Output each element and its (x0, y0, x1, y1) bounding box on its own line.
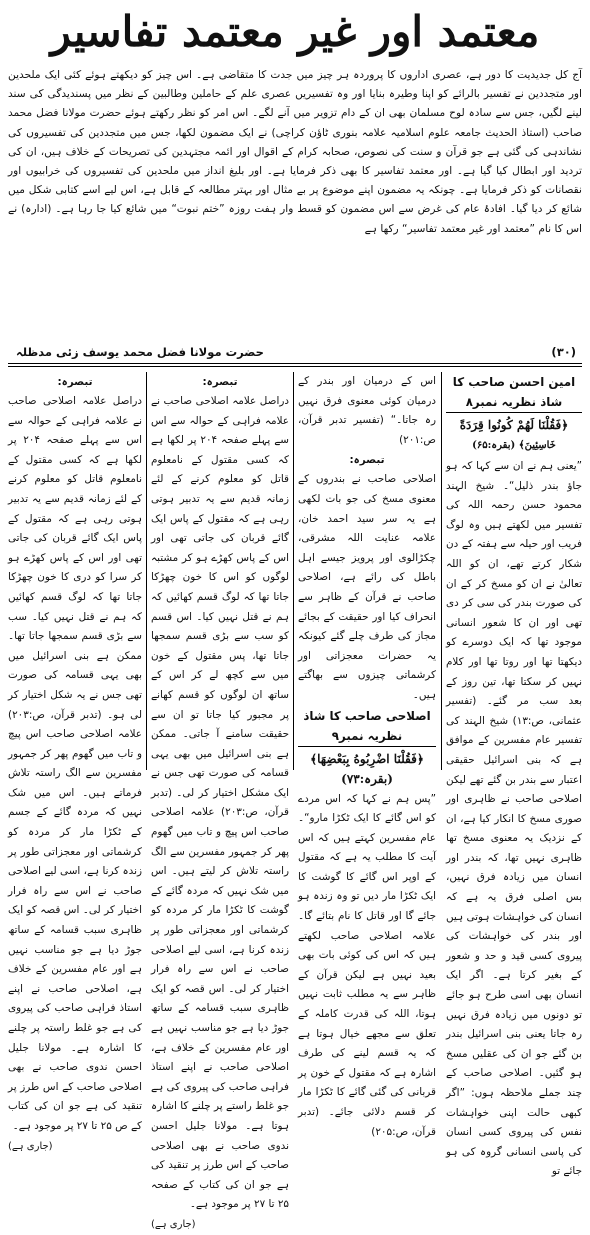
continued-label: (جاری ہے) (8, 1140, 53, 1152)
divider (8, 366, 582, 367)
quran-verse: ﴿فَقُلْنَا لَهُمْ كُونُوا قِرَدَةً (459, 418, 569, 432)
body-text: اصلاحی صاحب نے بندروں کے معنوی مسخ کی جو بات لکھی ہے یہ سر سید احمد خان، علامہ عنایت اللہ مشرقی، چکڑالوی اور پرویز جیسے اہل باطل کی رائے ہے، اصلاحی صاحب نے قرآن کے ظاہر سے انحراف کیا اور حقیقت کے بجائے مجاز کی طرف چلے گئے کیونکہ یہ حضرات معجزاتی اور کرشماتی چیزوں سے بھاگتے ہیں۔ (298, 473, 436, 701)
divider (8, 363, 582, 364)
section-heading: امین احسن صاحب کا شاذ نظریہ نمبر۸ (446, 372, 582, 413)
verse-reference: خَاسِئِينَ﴾ (بقرہ:۶۵) (472, 440, 556, 451)
body-text: ”یعنی ہم نے ان سے کہا کہ ہو جاؤ بندر ذلیل“۔ شیخ الہند محمود حسن رحمہ اللہ کی تفسیر میں لکھتے ہیں وہ لوگ فریب اور حیلہ سے ہفتہ کے دن شکار کرتے تھے، ان کو اللہ تعالیٰ نے ان کو مسخ کر کے ان کی صورت بندر کی سی کر دی تھی اور ان کا شعور انسانی موجود تھا کہ ایک دوسرے کو دیکھتا تھا اور روتا تھا اور کلام نہیں کر سکتا تھا، تین روز کے بعد سب مر گئے۔ (تفسیر عثمانی، ص:۱۳) شیخ الہند کی تفسیر عام مفسرین کے موافق ہے کہ بنی اسرائیل حقیقی اعتبار سے بندر بن گئے تھے لیکن اصلاحی صاحب نے ظاہری اور صوری مسخ کا انکار کیا ہے، ان کے نزدیک یہ معنوی مسخ تھا ظاہری نہیں تھا، کہ بندر اور انسان میں زیادہ فرق نہیں، بس اصلی فرق یہ ہے کہ انسان کی خواہشات ہوتی ہیں اور بندر کی خواہشات کی پیروی کسی قید و حد و شعور کے بغیر کرتا ہے۔ اگر ایک انسان بھی اسی طرح ہو جائے تو دونوں میں زیادہ فرق نہیں رہ جاتا یعنی بنی اسرائیل بندر بن گئے جو ان کی عقلیں مسخ ہو گئیں۔ اصلاحی صاحب کے چند جملے ملاحظہ ہوں: ”اگر کبھی حالت اپنی خواہشات نفس کی پیروی کسی انسان کی پاسی انسانی گروہ کی ہو جائے تو (446, 460, 582, 1178)
page-title: معتمد اور غیر معتمد تفاسیر (50, 7, 540, 56)
installment-number: (۳۰) (551, 345, 576, 359)
continued-label: (جاری ہے) (151, 1218, 196, 1230)
column-divider (293, 372, 294, 770)
body-text: دراصل علامہ اصلاحی صاحب نے علامہ فراہی کے حوالہ سے اس سے پہلے صفحہ ۲۰۴ پر لکھا ہے کہ کسی مقتول کے نامعلوم قاتل کو معلوم کرنے کے لئے زمانہ قدیم سے یہ تدبیر ہوتی رہی ہے کہ مقتول کے پاس ایک گائے قربان کی جاتی تھی اور اس کے پاس کھڑے ہو کر مشتبہ لوگوں کو اس کا خون چھڑکا جاتا تھا کہ لوگ قسم کھائیں کہ ہم نے قتل نہیں کیا۔ اس قسم کو سب سے بڑی قسم سمجھا جاتا تھا، پس مقتول کے خون میں سے کچھ لے کر اس کے ساتھ ان لوگوں کو قسم کھانے پر مجبور کیا جاتا تو ان سے حقیقت سامنے آ جاتی۔ ممکن ہے بنی اسرائیل میں بھی یہی قسامہ کی صورت تھی جس نے ایک مشکل اختیار کر لی۔ (تدبر قرآن، ص:۲۰۳) علامہ اصلاحی صاحب اس پیچ و تاب میں گھوم پھر کر جمہور مفسرین سے الگ راستہ تلاش کر لیتے ہیں۔ اس میں شک نہیں کہ مردہ گائے کے گوشت کا ٹکڑا مار کر مردہ کو کرشماتی اور معجزاتی طور پر زندہ کرنا ہے، اسی لیے اصلاحی صاحب نے اس سے راہ فرار اختیار کر لی۔ اس قصہ کو ایک ظاہری سبب قسامہ کے ساتھ جوڑ دیا ہے جو مناسب نہیں ہے اور عام مفسرین کے خلاف ہے، اصلاحی صاحب نے اپنے استاذ فراہی صاحب کی پیروی کی ہے جو غلط راستے پر چلنے کا اشارہ ہوتا ہے۔ مولانا جلیل احسن ندوی صاحب نے بھی اصلاحی صاحب کے اس طرز پر تنقید کی ہے جو ان کی کتاب کے صفحہ ۲۵ تا ۲۷ پر موجود ہے۔ (151, 395, 289, 1211)
column-divider (146, 372, 147, 770)
subheading: تبصرہ: (349, 454, 385, 467)
body-text: ”پس ہم نے کہا کہ اس مردے کو اس گائے کا ایک ٹکڑا مارو“۔ عام مفسرین کہتے ہیں کہ اس آیت کا مطلب یہ ہے کہ مقتول کے اوپر اس گائے کا گوشت کا ایک ٹکڑا مار دیں تو وہ زندہ ہو جائے گا اور قاتل کا نام بتائے گا۔ علامہ اصلاحی صاحب لکھتے ہیں کہ اس کی کوئی بات بھی بعید نہیں ہے لیکن قرآن کے ظاہر سے یہ مطلب ثابت نہیں ہوتا، اللہ کی قدرت کاملہ کے تعلق سے مجھے خیال ہوتا ہے کہ یہ قسم لینے کی طرف اشارہ ہے کہ مقتول کے خون پر قربانی کی گئی گائے کا ٹکڑا مار کر قسم دلائی جائے۔ (تدبر قرآن، ص:۲۰۵) (298, 792, 436, 1138)
body-text: اس کے درمیان اور بندر کے درمیان کوئی معنوی فرق نہیں رہ جاتا۔“ (تفسیر تدبر قرآن، ص:۲۰۱) (298, 375, 436, 446)
subheading: تبصرہ: (57, 376, 93, 388)
author-bar (8, 342, 582, 362)
body-text: دراصل علامہ اصلاحی صاحب نے علامہ فراہی کے حوالہ سے اس سے پہلے صفحہ ۲۰۴ پر لکھا ہے کہ کسی مقتول کے نامعلوم قاتل کو معلوم کرنے کے لئے زمانہ قدیم سے یہ تدبیر ہوتی رہی ہے کہ مقتول کے پاس ایک گائے قربان کی جاتی تھی اور اس کے پاس کھڑے ہو کر سرا کو دری کا خون چھڑکا جاتا تھا کہ لوگ قسم کھائیں کہ ہم نے قتل نہیں کیا۔ سب سے بڑی قسم سمجھا جاتا تھا۔ ممکن ہے بنی اسرائیل میں بھی یہی قسامہ کی صورت تھی جس نے یہ شکل اختیار کر لی ہو۔ (تدبر قرآن، ص:۲۰۳) علامہ اصلاحی صاحب اس پیچ و تاب میں گھوم پھر کر جمہور مفسرین سے الگ راستہ تلاش فرماتے ہیں۔ اس میں شک نہیں کہ مردہ گائے کے جسم کے ٹکڑا مار کر مردہ کو کرشماتی اور معجزاتی طور پر زندہ کرنا ہے، اسی لیے اصلاحی صاحب نے اس سے راہ فرار اختیار کر لی۔ اس قصہ کو ایک ظاہری سبب قسامہ کے ساتھ جوڑ دیا ہے جو مناسب نہیں ہے اور عام مفسرین کے خلاف ہے، اصلاحی صاحب نے اپنے استاذ فراہی صاحب کی پیروی کی ہے جو غلط راستہ پر چلنے کا اشارہ ہے۔ مولانا جلیل احسن ندوی صاحب نے بھی اصلاحی صاحب کے اس طرز پر تنقید کی ہے جو ان کی کتاب کے ص ۲۵ تا ۲۷ پر موجود ہے۔ (8, 395, 142, 1132)
column-3 (151, 372, 289, 1230)
column-2 (298, 372, 436, 1138)
column-4 (8, 372, 142, 1152)
quran-verse: ﴿فَقُلْنَا اضْرِبُوهُ بِبَعْضِهَا﴾ (بقرہ:۷۳) (310, 751, 424, 786)
column-1 (446, 372, 582, 1178)
intro-paragraph: آج کل جدیدیت کا دور ہے، عصری اداروں کا پروردہ ہر چیز میں جدت کا متقاضی ہے۔ اس چیز کو دیکھتے ہوئے کئی ایک ملحدین اور متجددین نے تفسیر بالرائے کو اپنا وطیرہ بنایا اور وہ تفسیریں عصری علم کے حاملین وطالبین کے نظر میں پسندیدگی کی سند لینے لگیں، جس سے سادہ لوح مسلمان بھی ان کے دام تزویر میں آنے لگے۔ اس امر کو نظر رکھتے ہوئے حضرت مولانا فضل محمد صاحب (استاذ الحدیث جامعہ علوم اسلامیہ علامہ بنوری ٹاؤن کراچی) نے ایک مضمون لکھا، جس میں متجددین کی تفسیروں کی نشاندہی کی گئی ہے جو قرآن و سنت کی نصوص، صحابہ کرام کے اقوال اور ائمہ مجتہدین کی تصریحات کے خلاف ہیں، ان کی تردید اور ابطال کیا گیا ہے۔ اور معتمد تفاسیر کا بھی ذکر فرمایا ہے۔ اور بلیغ انداز میں ملحدین کی تفسیروں کی خرابیوں اور نقصانات کو ذکر فرمایا ہے۔ چونکہ یہ مضمون اپنے موضوع پر بے مثال اور بہتر مطالعہ کے قابل ہے، اس لیے اسے کتابی شکل میں شائع کر دیا گیا۔ افادۂ عام کی غرض سے اس مضمون کو قسط وار ہفت روزہ ”ختم نبوت“ میں شائع کیا جا رہا ہے۔ (ادارہ) نے اس کا نام ”معتمد اور غیر معتمد تفاسیر“ رکھا ہے (8, 69, 582, 235)
column-divider (441, 372, 442, 770)
section-heading: اصلاحی صاحب کا شاذ نظریہ نمبر۹ (298, 706, 436, 747)
subheading: تبصرہ: (202, 376, 238, 388)
author-name: حضرت مولانا فضل محمد یوسف زئی مدظلہ (16, 345, 264, 359)
